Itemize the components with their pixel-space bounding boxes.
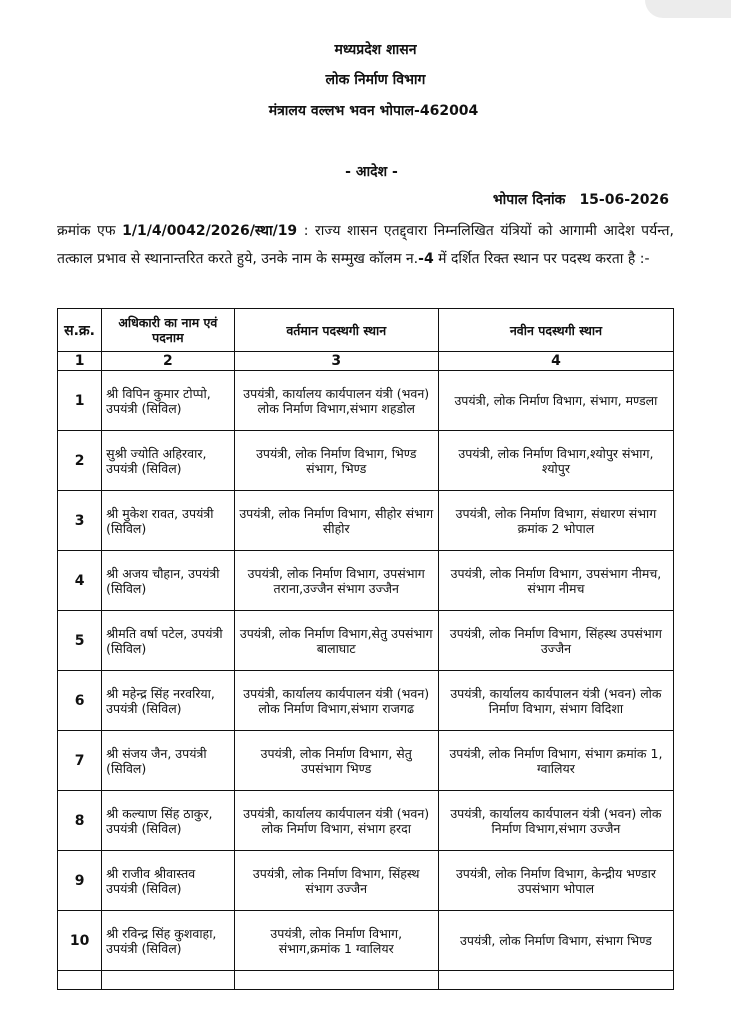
date-value: 15-06-2026 xyxy=(579,192,669,208)
serial-cell: 1 xyxy=(58,371,102,431)
col-number: 1 xyxy=(58,352,102,371)
current-posting-cell: उपयंत्री, कार्यालय कार्यपालन यंत्री (भवन) लोक निर्माण विभाग,संभाग शहडोल xyxy=(234,371,438,431)
table-row xyxy=(58,551,674,611)
current-posting-cell: उपयंत्री, लोक निर्माण विभाग, सीहोर संभाग सीहोर xyxy=(234,491,438,551)
header-address: मंत्रालय वल्लभ भवन भोपाल-462004 xyxy=(268,103,479,119)
officer-name-cell: श्री कल्याण सिंह ठाकुर, उपयंत्री (सिविल) xyxy=(102,791,234,851)
serial-cell: 5 xyxy=(58,611,102,671)
serial-cell: 8 xyxy=(58,791,102,851)
officer-name-cell: श्री विपिन कुमार टोप्पो, उपयंत्री (सिविल) xyxy=(102,371,234,431)
table-row xyxy=(58,431,674,491)
col-number: 2 xyxy=(102,352,234,371)
empty-cell xyxy=(102,971,234,990)
officer-name-cell: श्री रविन्द्र सिंह कुशवाहा, उपयंत्री (सिविल) xyxy=(102,911,234,971)
table-row-partial xyxy=(58,971,674,990)
officer-name-cell: सुश्री ज्योति अहिरवार, उपयंत्री (सिविल) xyxy=(102,431,234,491)
new-posting-cell: उपयंत्री, लोक निर्माण विभाग, सिंहस्थ उपसंभाग उज्जैन xyxy=(438,611,673,671)
scan-corner-shadow xyxy=(645,0,731,18)
header-officer-name: अधिकारी का नाम एवं पदनाम xyxy=(102,309,234,352)
officer-name-cell: श्रीमति वर्षा पटेल, उपयंत्री (सिविल) xyxy=(102,611,234,671)
header-current-posting: वर्तमान पदस्थगी स्थान xyxy=(234,309,438,352)
new-posting-cell: उपयंत्री, लोक निर्माण विभाग, संधारण संभाग क्रमांक 2 भोपाल xyxy=(438,491,673,551)
current-posting-cell: उपयंत्री, लोक निर्माण विभाग, संभाग,क्रमांक 1 ग्वालियर xyxy=(234,911,438,971)
date-label: भोपाल दिनांक xyxy=(492,192,566,208)
table-row xyxy=(58,791,674,851)
current-posting-cell: उपयंत्री, लोक निर्माण विभाग, उपसंभाग तराना,उज्जैन संभाग उज्जैन xyxy=(234,551,438,611)
new-posting-cell: उपयंत्री, लोक निर्माण विभाग, उपसंभाग नीमच, संभाग नीमच xyxy=(438,551,673,611)
serial-cell: 9 xyxy=(58,851,102,911)
new-posting-cell: उपयंत्री, कार्यालय कार्यपालन यंत्री (भवन) लोक निर्माण विभाग,संभाग उज्जैन xyxy=(438,791,673,851)
order-paragraph xyxy=(57,217,674,273)
serial-cell: 7 xyxy=(58,731,102,791)
empty-cell xyxy=(58,971,102,990)
table-row xyxy=(58,671,674,731)
column-number-row xyxy=(58,352,674,371)
para-end: में दर्शित रिक्त स्थान पर पदस्थ करता है :- xyxy=(433,251,650,267)
current-posting-cell: उपयंत्री, कार्यालय कार्यपालन यंत्री (भवन) लोक निर्माण विभाग,संभाग राजगढ xyxy=(234,671,438,731)
current-posting-cell: उपयंत्री, लोक निर्माण विभाग,सेतु उपसंभाग बालाघाट xyxy=(234,611,438,671)
serial-cell: 2 xyxy=(58,431,102,491)
order-reference-number: 1/1/4/0042/2026/स्था/19 xyxy=(122,223,298,239)
column-reference: -4 xyxy=(418,251,434,267)
para-body: : राज्य शासन एतद्द्वारा निम्नलिखित यंत्रियों को आगामी आदेश पर्यन्त, तत्काल प्रभाव से स्थानान्तरित करते हुये, उनके नाम के सम्मुख कॉलम न. xyxy=(57,223,674,267)
new-posting-cell: उपयंत्री, कार्यालय कार्यपालन यंत्री (भवन) लोक निर्माण विभाग, संभाग विदिशा xyxy=(438,671,673,731)
new-posting-cell: उपयंत्री, लोक निर्माण विभाग, संभाग भिण्ड xyxy=(438,911,673,971)
new-posting-cell: उपयंत्री, लोक निर्माण विभाग,श्योपुर संभाग, श्योपुर xyxy=(438,431,673,491)
header-new-posting: नवीन पदस्थगी स्थान xyxy=(438,309,673,352)
serial-cell: 6 xyxy=(58,671,102,731)
transfer-table xyxy=(57,308,674,990)
order-title: - आदेश - xyxy=(345,164,398,180)
empty-cell xyxy=(438,971,673,990)
serial-cell: 4 xyxy=(58,551,102,611)
officer-name-cell: श्री महेन्द्र सिंह नरवरिया, उपयंत्री (सिविल) xyxy=(102,671,234,731)
serial-cell: 3 xyxy=(58,491,102,551)
table-row xyxy=(58,371,674,431)
table-row xyxy=(58,491,674,551)
col-number: 3 xyxy=(234,352,438,371)
table-row xyxy=(58,731,674,791)
officer-name-cell: श्री संजय जैन, उपयंत्री (सिविल) xyxy=(102,731,234,791)
table-row xyxy=(58,911,674,971)
new-posting-cell: उपयंत्री, लोक निर्माण विभाग, केन्द्रीय भण्डार उपसंभाग भोपाल xyxy=(438,851,673,911)
para-prefix: क्रमांक एफ xyxy=(57,223,123,239)
new-posting-cell: उपयंत्री, लोक निर्माण विभाग, संभाग, मण्डला xyxy=(438,371,673,431)
header-state-government: मध्यप्रदेश शासन xyxy=(334,42,417,58)
table-row xyxy=(58,611,674,671)
serial-cell: 10 xyxy=(58,911,102,971)
new-posting-cell: उपयंत्री, लोक निर्माण विभाग, संभाग क्रमांक 1, ग्वालियर xyxy=(438,731,673,791)
header-serial: स.क्र. xyxy=(58,309,102,352)
col-number: 4 xyxy=(438,352,673,371)
officer-name-cell: श्री राजीव श्रीवास्तव उपयंत्री (सिविल) xyxy=(102,851,234,911)
officer-name-cell: श्री मुकेश रावत, उपयंत्री (सिविल) xyxy=(102,491,234,551)
current-posting-cell: उपयंत्री, लोक निर्माण विभाग, भिण्ड संभाग, भिण्ड xyxy=(234,431,438,491)
current-posting-cell: उपयंत्री, लोक निर्माण विभाग, सेतु उपसंभाग भिण्ड xyxy=(234,731,438,791)
header-department: लोक निर्माण विभाग xyxy=(325,72,426,88)
current-posting-cell: उपयंत्री, कार्यालय कार्यपालन यंत्री (भवन) लोक निर्माण विभाग, संभाग हरदा xyxy=(234,791,438,851)
officer-name-cell: श्री अजय चौहान, उपयंत्री (सिविल) xyxy=(102,551,234,611)
table-header-row xyxy=(58,309,674,352)
empty-cell xyxy=(234,971,438,990)
current-posting-cell: उपयंत्री, लोक निर्माण विभाग, सिंहस्थ संभाग उज्जैन xyxy=(234,851,438,911)
table-row xyxy=(58,851,674,911)
order-dateline xyxy=(493,190,669,209)
